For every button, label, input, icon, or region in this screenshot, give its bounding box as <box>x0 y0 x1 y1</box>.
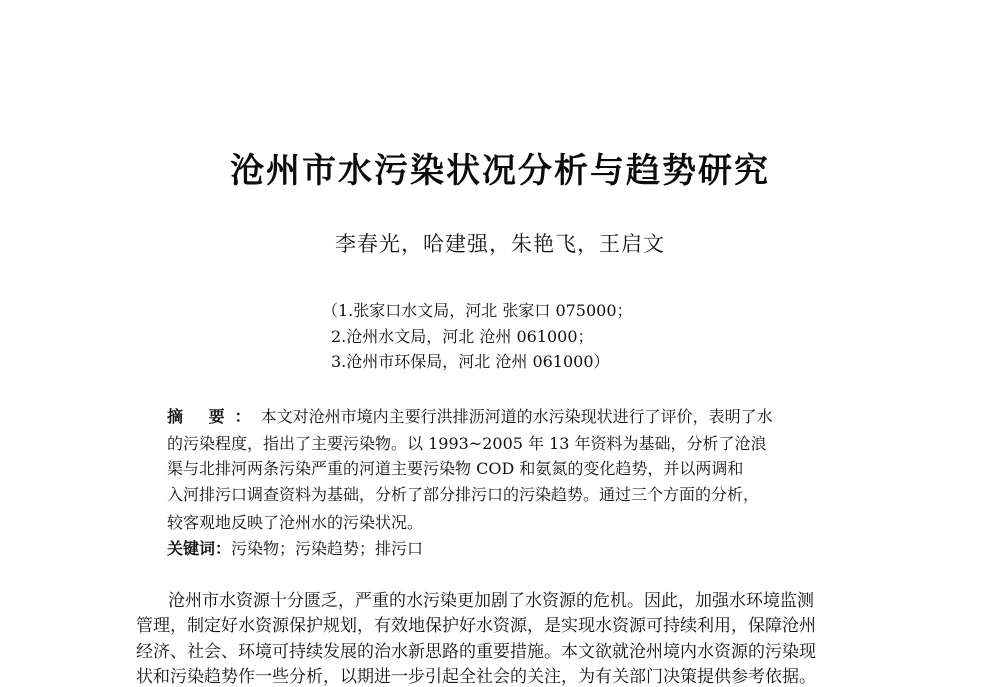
affiliation-2: 2.沧州水文局，河北 沧州 061000； <box>331 327 594 346</box>
abstract-line: 较客观地反映了沧州水的污染状况。 <box>167 513 424 532</box>
body-paragraph-line: 沧州市水资源十分匮乏，严重的水污染更加剧了水资源的危机。因此，加强水环境监测 <box>168 591 814 611</box>
abstract-line: 的污染程度，指出了主要污染物。以 1993~2005 年 13 年资料为基础，分析了沧浪 <box>167 434 767 453</box>
abstract-label: 摘 要： <box>167 407 261 426</box>
keywords-line <box>167 536 807 559</box>
keywords-label: 关键词： <box>167 539 232 558</box>
abstract-line: 入河排污口调查资料为基础，分析了部分排污口的污染趋势。通过三个方面的分析， <box>167 485 760 504</box>
abstract-line: 渠与北排河两条污染严重的河道主要污染物 COD 和氨氮的变化趋势，并以两调和 <box>167 459 744 478</box>
paper-title: 沧州市水污染状况分析与趋势研究 <box>230 151 770 191</box>
abstract-text-1: 本文对沧州市境内主要行洪排沥河道的水污染现状进行了评价，表明了水 <box>260 407 773 426</box>
keywords-text: 污染物；污染趋势；排污口 <box>231 539 424 558</box>
author-list: 李春光，哈建强，朱艳飞，王启文 <box>335 232 665 256</box>
affiliation-3: 3.沧州市环保局，河北 沧州 061000） <box>331 352 610 371</box>
affiliation-1: （1.张家口水文局，河北 张家口 075000； <box>322 301 633 320</box>
body-paragraph-line: 经济、社会、环境可持续发展的治水新思路的重要措施。本文欲就沧州境内水资源的污染现 <box>136 642 816 662</box>
body-paragraph-line: 状和污染趋势作一些分析，以期进一步引起全社会的关注，为有关部门决策提供参考依据。 <box>136 667 816 687</box>
body-paragraph-line: 管理，制定好水资源保护规划，有效地保护好水资源，是实现水资源可持续利用，保障沧州 <box>136 616 816 636</box>
abstract-line <box>167 404 807 427</box>
